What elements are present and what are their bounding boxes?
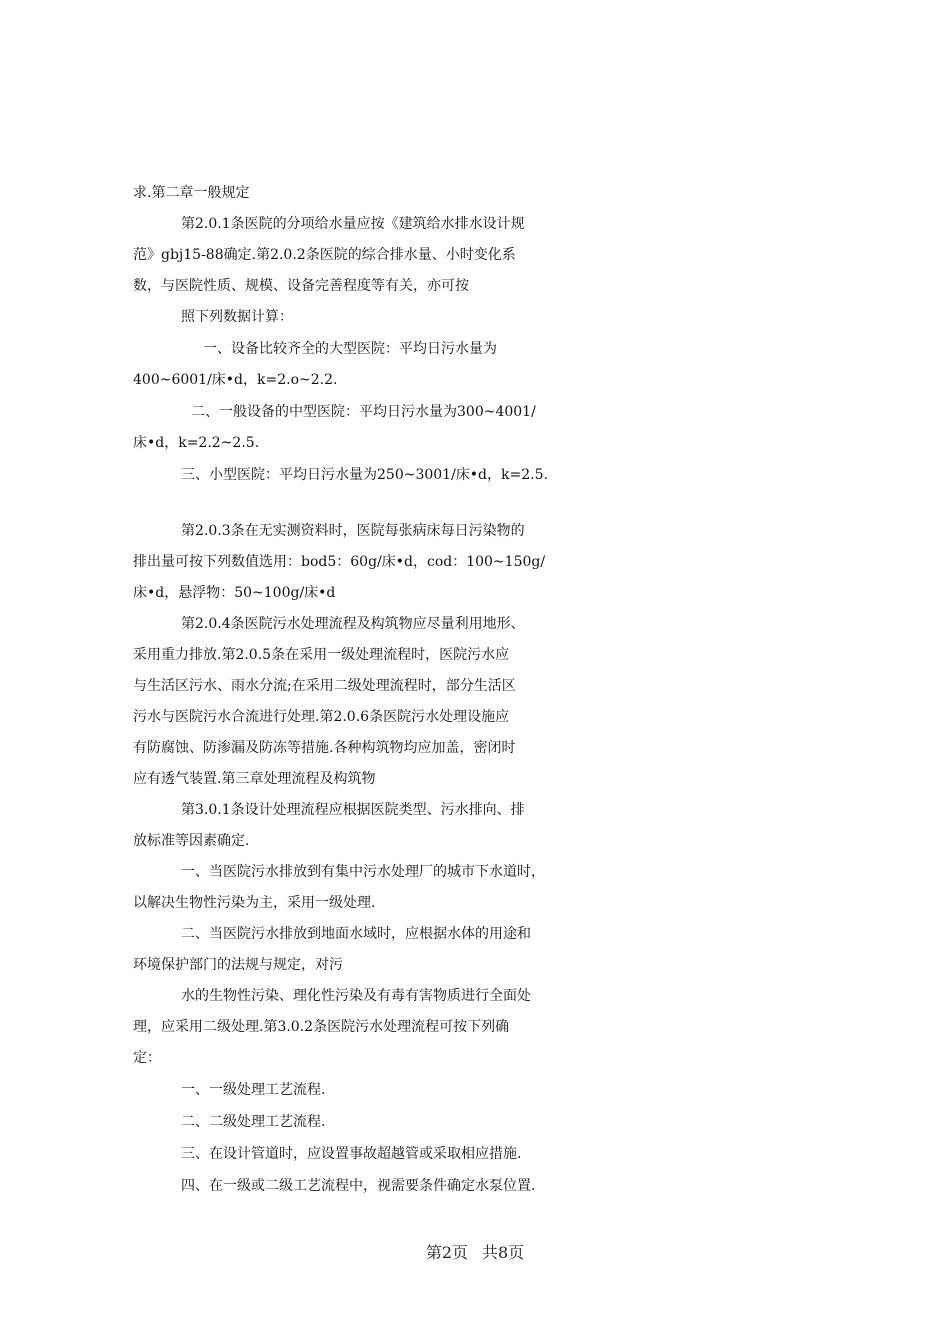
text-line: 范》gbj15-88确定.第2.0.2条医院的综合排水量、小时变化系 — [133, 247, 516, 263]
text-line: 第2.0.3条在无实测资料时，医院每张病床每日污染物的 — [181, 523, 525, 539]
text-line: 理，应采用二级处理.第3.0.2条医院污水处理流程可按下列确 — [133, 1019, 510, 1035]
text-line: 排出量可按下列数值选用：bod5：60g/床•d，cod：100~150g/ — [133, 554, 546, 570]
text-line: 定： — [133, 1050, 161, 1066]
text-line: 二、二级处理工艺流程. — [181, 1114, 326, 1130]
text-line: 放标准等因素确定. — [133, 833, 250, 849]
text-line: 一、一级处理工艺流程. — [181, 1082, 326, 1098]
text-line: 求.第二章一般规定 — [133, 185, 250, 201]
text-line: 与生活区污水、雨水分流;在采用二级处理流程时，部分生活区 — [133, 678, 516, 694]
text-line: 照下列数据计算： — [181, 309, 293, 325]
text-line: 二、当医院污水排放到地面水域时，应根据水体的用途和 — [181, 926, 531, 942]
text-line: 数，与医院性质、规模、设备完善程度等有关，亦可按 — [133, 278, 469, 294]
text-line: 水的生物性污染、理化性污染及有毒有害物质进行全面处 — [181, 988, 531, 1004]
text-line: 第2.0.1条医院的分项给水量应按《建筑给水排水设计规 — [181, 216, 525, 232]
text-line: 四、在一级或二级工艺流程中，视需要条件确定水泵位置. — [181, 1178, 536, 1194]
text-line: 三、小型医院：平均日污水量为250~3001/床•d，k=2.5. — [181, 467, 548, 483]
text-line: 污水与医院污水合流进行处理.第2.0.6条医院污水处理设施应 — [133, 709, 510, 725]
text-line: 有防腐蚀、防渗漏及防冻等措施.各种构筑物均应加盖，密闭时 — [133, 740, 516, 756]
text-line: 应有透气装置.第三章处理流程及构筑物 — [133, 771, 376, 787]
page-footer — [0, 1242, 950, 1264]
text-line: 400~6001/床•d，k=2.o~2.2. — [133, 372, 338, 388]
page-number: 第2页 — [425, 1243, 468, 1262]
text-line: 一、当医院污水排放到有集中污水处理厂的城市下水道时， — [181, 864, 545, 880]
text-line: 三、在设计管道时，应设置事故超越管或采取相应措施. — [181, 1146, 522, 1162]
text-line: 二、一般设备的中型医院：平均日污水量为300~4001/ — [191, 404, 536, 420]
page-total: 共8页 — [482, 1243, 525, 1262]
text-line: 以解决生物性污染为主，采用一级处理. — [133, 895, 376, 911]
text-line: 环境保护部门的法规与规定，对污 — [133, 957, 343, 973]
text-line: 床•d，悬浮物：50~100g/床•d — [133, 585, 336, 601]
text-line: 一、设备比较齐全的大型医院：平均日污水量为 — [203, 341, 497, 357]
text-line: 第2.0.4条医院污水处理流程及构筑物应尽量利用地形、 — [181, 616, 525, 632]
text-line: 采用重力排放.第2.0.5条在采用一级处理流程时，医院污水应 — [133, 647, 510, 663]
text-line: 第3.0.1条设计处理流程应根据医院类型、污水排向、排 — [181, 802, 525, 818]
text-line: 床•d，k=2.2~2.5. — [133, 435, 260, 451]
